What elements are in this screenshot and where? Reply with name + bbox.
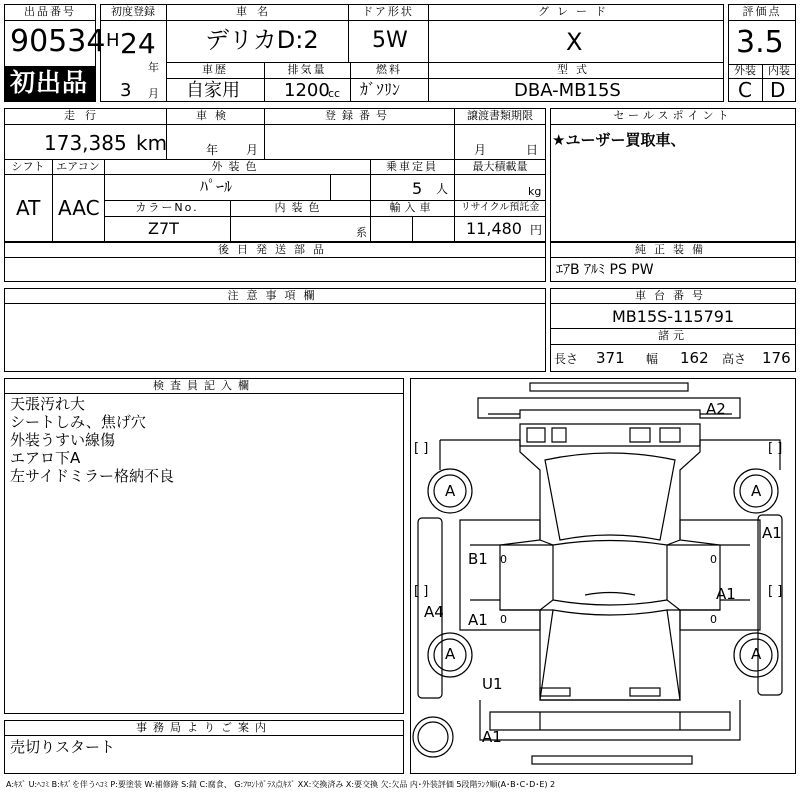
chassis-label: 車台番号 xyxy=(635,289,711,302)
car-name-label: 車名 xyxy=(236,5,278,18)
era-letter: H xyxy=(106,30,120,51)
reg-number-label: 登録番号 xyxy=(325,109,393,122)
history-label: 車歴 xyxy=(202,63,228,76)
inspector-line-4: エアロ下A xyxy=(10,449,81,467)
year-unit: 年 xyxy=(148,61,159,74)
color-no: Z7T xyxy=(148,219,179,238)
max-load-label: 最大積載量 xyxy=(472,160,528,173)
inspector-line-1: 天張汚れ大 xyxy=(10,395,86,413)
inspection-label: 車検 xyxy=(196,109,234,122)
mark-a-rear-left: A xyxy=(445,645,456,663)
length-value: 371 xyxy=(596,349,625,367)
dims-label: 諸元 xyxy=(658,329,688,342)
inspector-line-2: シートしみ、焦げ穴 xyxy=(10,413,146,431)
score-value: 3.5 xyxy=(736,25,784,60)
length-label: 長さ xyxy=(554,352,579,366)
score-label: 評価点 xyxy=(742,5,782,18)
mark-a-front-left: A xyxy=(445,482,456,500)
exterior-grade: C xyxy=(738,78,752,102)
interior-grade-label: 内装 xyxy=(768,64,790,77)
mark-a1-left: A1 xyxy=(468,611,488,629)
transfer-doc-label: 譲渡書類期限 xyxy=(467,109,533,122)
interior-color-unit: 系 xyxy=(356,226,367,239)
grade-label: グレード xyxy=(538,5,614,18)
mark-zero-right: 0 xyxy=(710,553,717,566)
chassis-number: MB15S-115791 xyxy=(612,307,735,326)
inspector-label: 検査員記入欄 xyxy=(153,379,255,392)
mileage-unit: km xyxy=(136,131,168,155)
displacement: 1200 xyxy=(284,80,330,101)
mark-u1: U1 xyxy=(482,675,503,693)
mark-a1-bottom: A1 xyxy=(482,728,502,746)
interior-color-label: 内装色 xyxy=(274,201,326,214)
first-reg-label: 初度登録 xyxy=(111,5,155,18)
door-type: 5W xyxy=(372,28,408,53)
sales-points-label: セールスポイント xyxy=(613,109,733,122)
mark-zero-left2: 0 xyxy=(500,613,507,626)
year-value: 24 xyxy=(120,27,156,60)
inspector-line-3: 外装うすい線傷 xyxy=(10,431,116,449)
mileage-label: 走行 xyxy=(64,109,106,122)
aircon-label: エアコン xyxy=(56,160,100,173)
shift-label: シフト xyxy=(11,160,45,173)
bracket-right-1: [ ] xyxy=(768,441,783,456)
office-text: 売切りスタート xyxy=(10,738,116,756)
lot-number-label: 出品番号 xyxy=(24,5,76,18)
width-label: 幅 xyxy=(646,352,659,366)
recycle-label: リサイクル預託金 xyxy=(460,202,540,213)
bracket-left-1: [ ] xyxy=(414,441,429,456)
mark-zero-left: 0 xyxy=(500,553,507,566)
car-name: デリカD:2 xyxy=(205,26,319,54)
history: 自家用 xyxy=(186,80,240,101)
capacity-unit: 人 xyxy=(436,182,449,196)
fuel-label: 燃料 xyxy=(376,63,402,76)
bracket-left-2: [ ] xyxy=(414,584,429,599)
aircon: AAC xyxy=(58,196,100,220)
transfer-month-unit: 月 xyxy=(474,143,487,157)
mark-b1: B1 xyxy=(468,550,488,568)
legend: A:ｷｽﾞ U:ﾍｺﾐ B:ｷｽﾞを伴うﾍｺﾐ P:要塗装 W:補修跡 S:錆 C:腐食、 G:ﾌﾛﾝﾄｶﾞﾗｽ点ｷｽﾞ XX:交換済み X:要交換 欠:欠品 内･外装評価 5段階ﾗﾝｸ順(A･B･C･D･E) 2 xyxy=(6,780,556,789)
displacement-unit: cc xyxy=(328,87,341,100)
model-code: DBA-MB15S xyxy=(514,80,621,101)
exterior-color-label: 外装色 xyxy=(211,160,263,173)
shift: AT xyxy=(16,196,41,220)
inspection-year-unit: 年 xyxy=(206,143,219,157)
inspection-month-unit: 月 xyxy=(246,143,259,157)
notes-label: 注意事項欄 xyxy=(227,289,323,302)
grade: X xyxy=(566,28,583,56)
import-label: 輸入車 xyxy=(389,201,435,214)
recycle-value: 11,480 xyxy=(466,219,522,238)
genuine-equipment-label: 純正装備 xyxy=(635,243,711,256)
displacement-label: 排気量 xyxy=(287,63,327,76)
model-code-label: 型式 xyxy=(557,63,595,76)
inspector-line-5: 左サイドミラー格納不良 xyxy=(10,467,174,485)
first-listing-text: 初出品 xyxy=(10,68,89,97)
sales-points-text: ★ユーザー買取車、 xyxy=(552,131,686,149)
month-value: 3 xyxy=(120,80,132,101)
bracket-right-2: [ ] xyxy=(768,584,783,599)
height-value: 176 xyxy=(762,349,791,367)
interior-grade: D xyxy=(770,78,786,102)
mileage-value: 173,385 xyxy=(44,131,127,155)
fuel: ｶﾞｿﾘﾝ xyxy=(360,80,401,99)
genuine-equipment-text: ｴｱB ｱﾙﾐ PS PW xyxy=(556,262,654,278)
mark-a1-right: A1 xyxy=(762,524,782,542)
height-label: 高さ xyxy=(722,352,747,366)
mark-zero-right2: 0 xyxy=(710,613,717,626)
max-load-unit: kg xyxy=(528,185,542,198)
capacity-label: 乗車定員 xyxy=(386,160,438,173)
capacity-value: 5 xyxy=(412,179,423,198)
mark-a1-right-lower: A1 xyxy=(716,585,736,603)
recycle-unit: 円 xyxy=(530,223,543,237)
mark-a-rear-right: A xyxy=(751,645,762,663)
color-no-label: カラーNo. xyxy=(135,201,199,214)
later-parts-label: 後日発送部品 xyxy=(218,243,332,256)
width-value: 162 xyxy=(680,349,709,367)
lot-number: 90534 xyxy=(10,24,106,59)
door-type-label: ドア形状 xyxy=(362,5,414,18)
mark-a2: A2 xyxy=(706,400,726,418)
month-unit: 月 xyxy=(148,87,159,100)
exterior-grade-label: 外装 xyxy=(734,64,756,77)
office-label: 事務局よりご案内 xyxy=(136,721,272,734)
mark-a-front-right: A xyxy=(751,482,762,500)
mark-a4: A4 xyxy=(424,603,444,621)
exterior-color: ﾊﾟｰﾙ xyxy=(200,177,233,196)
transfer-day-unit: 日 xyxy=(526,143,539,157)
